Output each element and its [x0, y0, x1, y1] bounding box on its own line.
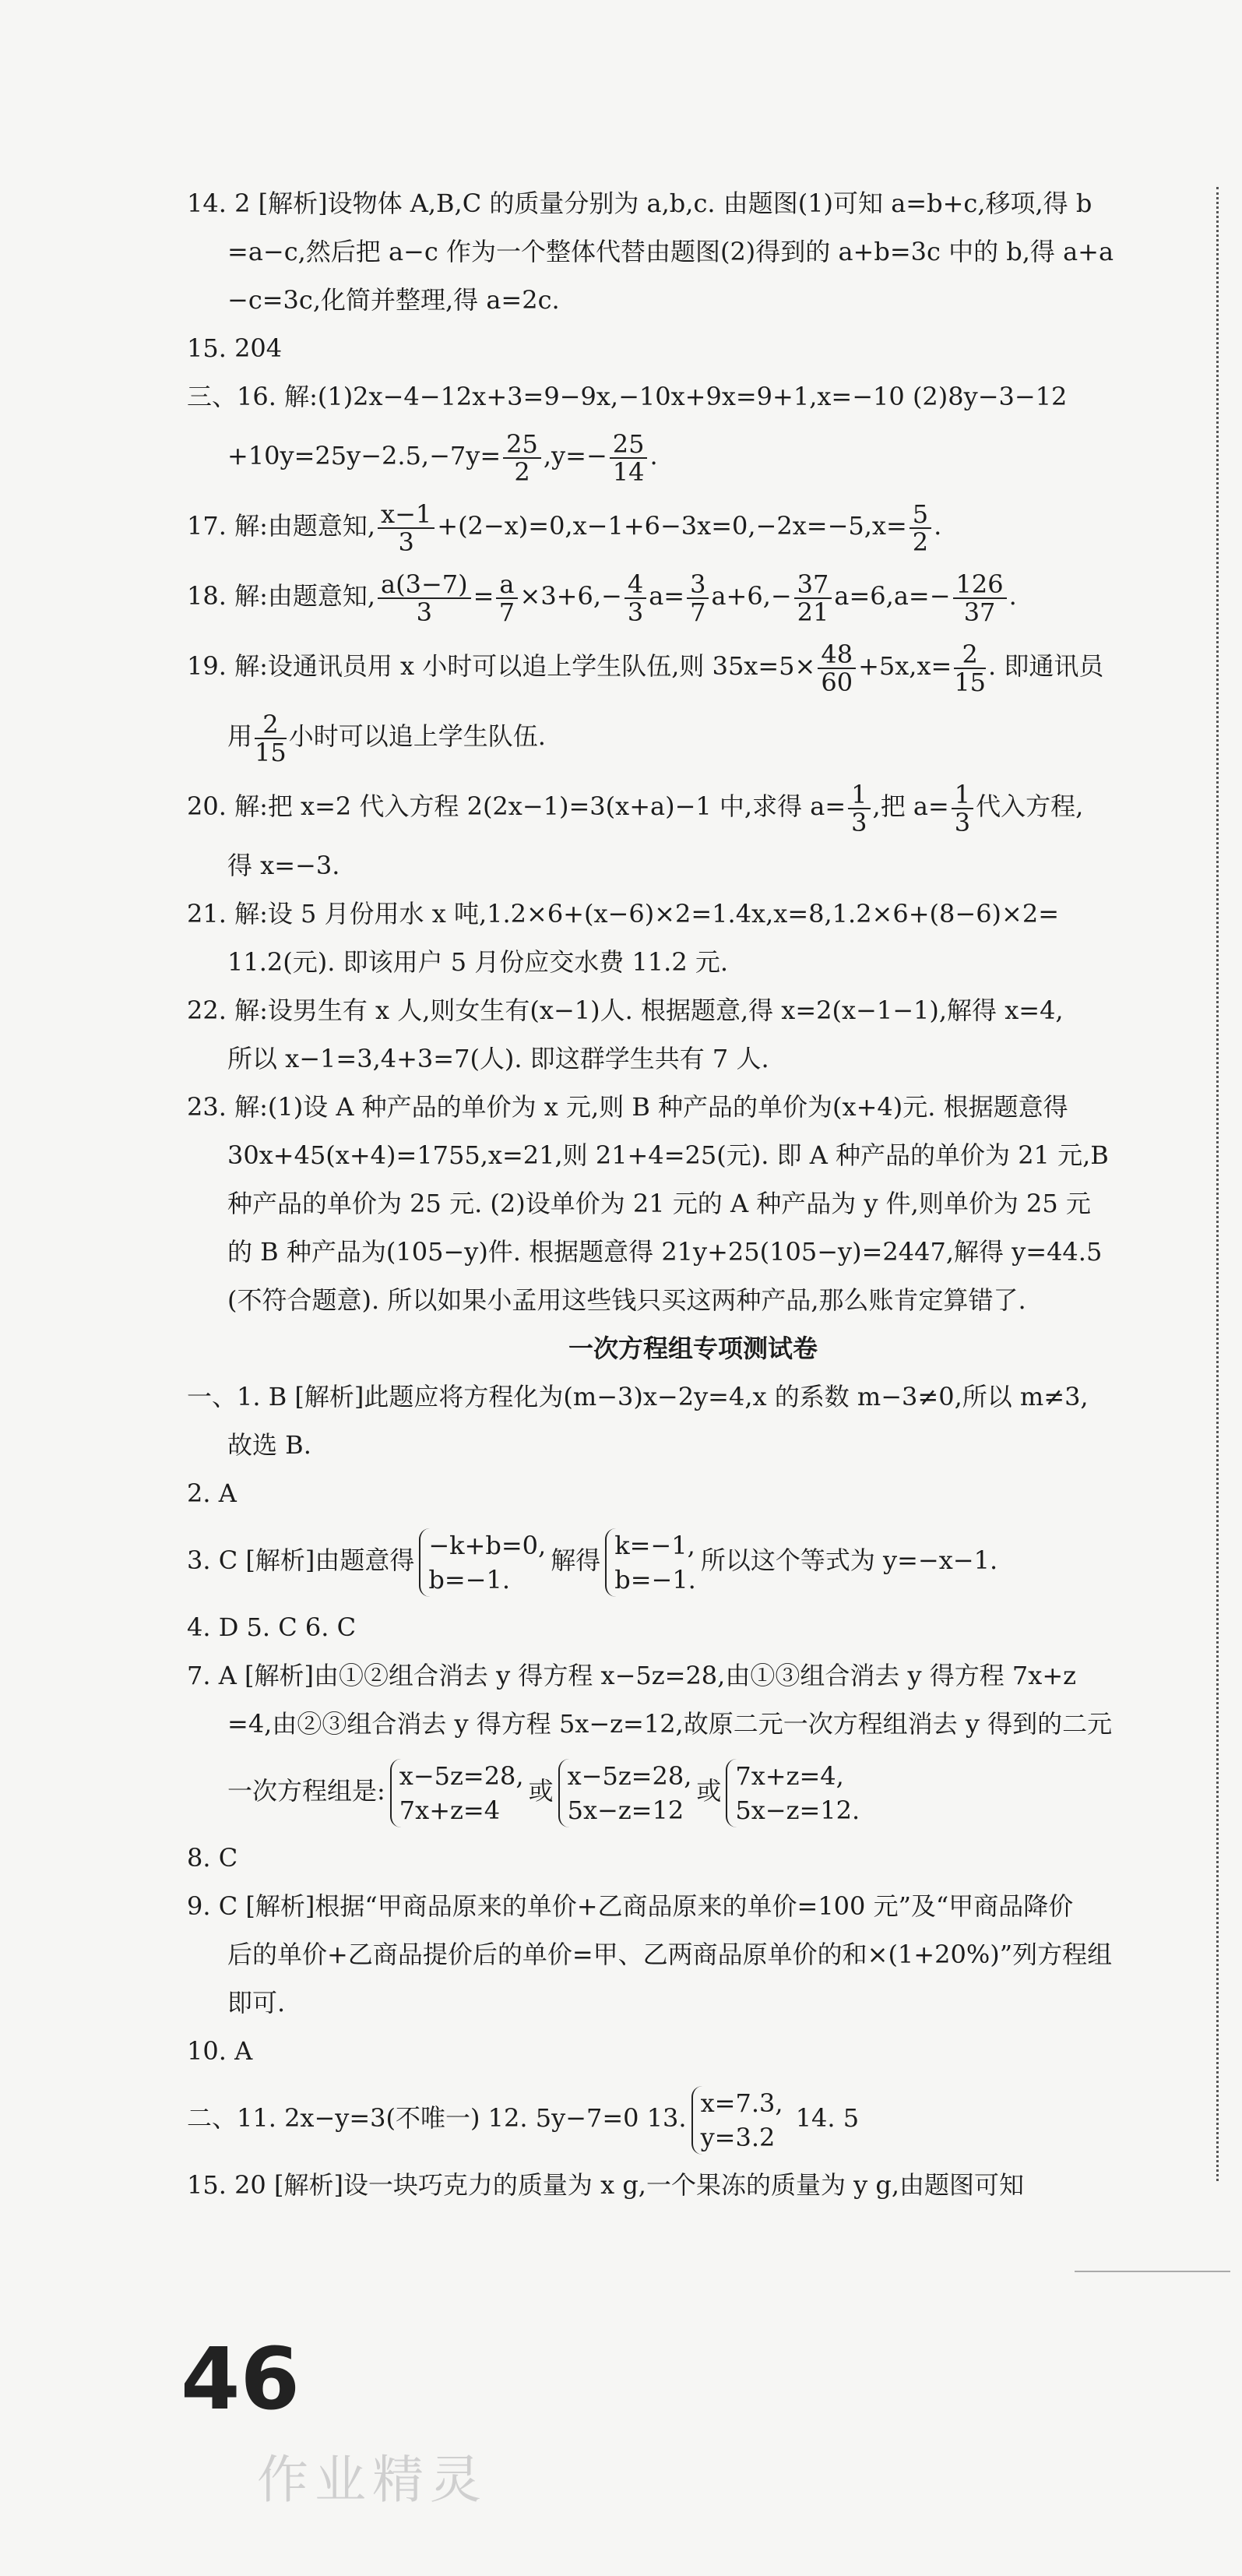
- equation-system: −k+b=0, b=−1.: [419, 1528, 546, 1597]
- answer-23-line1: 23. 解:(1)设 A 种产品的单价为 x 元,则 B 种产品的单价为(x+4)元. 根据题意得: [187, 1092, 1068, 1122]
- fraction: $\frac{1}{3}$: [848, 781, 870, 836]
- fraction: $\frac{2}{15}$: [255, 709, 287, 767]
- answer-14-line1: 14. 2 [解析]设物体 A,B,C 的质量分别为 a,b,c. 由题图(1)可知 a=b+c,移项,得 b: [187, 189, 1092, 218]
- equation-system: x=7.3, y=3.2: [691, 2086, 783, 2155]
- section-title: 一次方程组专项测试卷: [568, 1334, 818, 1363]
- answer-s11-14: 二、11. 2x−y=3(不唯一) 12. 5y−7=0 13. x=7.3, y=3.2 14. 5: [187, 2075, 1199, 2161]
- fraction: $\frac{37}{21}$: [794, 571, 832, 625]
- answer-s7-line1: 7. A [解析]由①②组合消去 y 得方程 x−5z=28,由①③组合消去 y 得方程 7x+z: [187, 1661, 1077, 1690]
- fraction: $\frac{4}{3}$: [625, 571, 646, 625]
- fraction: $\frac{x-1}{3}$: [378, 501, 435, 555]
- equation-system: k=−1, b=−1.: [605, 1528, 696, 1597]
- fraction: $\frac{126}{37}$: [953, 571, 1007, 625]
- fraction: $\frac{48}{60}$: [818, 641, 856, 696]
- equation-system: x−5z=28, 5x−z=12: [558, 1759, 692, 1827]
- equation-system: x−5z=28, 7x+z=4: [390, 1759, 524, 1827]
- answer-s2: 2. A: [187, 1478, 237, 1508]
- answer-20-line1: 20. 解:把 x=2 代入方程 2(2x−1)=3(x+a)−1 中,求得 a= $\frac{1}{3}$ ,把 a= $\frac{1}{3}$ 代入方程,: [187, 779, 1084, 837]
- answer-s9-line1: 9. C [解析]根据“甲商品原来的单价+乙商品原来的单价=100 元”及“甲商品降价: [187, 1891, 1074, 1921]
- footer-brand: 作业精灵: [257, 2450, 487, 2510]
- answer-21-line2: 11.2(元). 即该用户 5 月份应交水费 11.2 元.: [227, 947, 729, 977]
- answer-s7-line3: 一次方程组是: x−5z=28, 7x+z=4 或 x−5z=28, 5x−z=12 或 7x+z=4, 5x−z=12.: [187, 1748, 1199, 1834]
- answer-s9-line3: 即可.: [227, 1988, 286, 2017]
- answer-s8: 8. C: [187, 1843, 238, 1873]
- answer-content: [187, 179, 1199, 2209]
- answer-23-line4: 的 B 种产品为(105−y)件. 根据题意得 21y+25(105−y)=2447,解得 y=44.5: [227, 1237, 1103, 1267]
- answer-23-line3: 种产品的单价为 25 元. (2)设单价为 21 元的 A 种产品为 y 件,则单价为 25 元: [227, 1189, 1091, 1218]
- answer-22-line2: 所以 x−1=3,4+3=7(人). 即这群学生共有 7 人.: [227, 1044, 769, 1073]
- fraction: $\frac{5}{2}$: [910, 501, 931, 555]
- answer-20-line2: 得 x=−3.: [227, 851, 340, 880]
- answer-15: 15. 204: [187, 333, 283, 363]
- answer-21-line1: 21. 解:设 5 月份用水 x 吨,1.2×6+(x−6)×2=1.4x,x=8,1.2×6+(8−6)×2=: [187, 899, 1060, 929]
- fraction: $\frac{25}{14}$: [610, 431, 648, 485]
- answer-s7-line2: =4,由②③组合消去 y 得方程 5x−z=12,故原二元一次方程组消去 y 得到的二元: [227, 1709, 1113, 1739]
- answer-14-line2: =a−c,然后把 a−c 作为一个整体代替由题图(2)得到的 a+b=3c 中的 b,得 a+a: [227, 237, 1114, 266]
- fraction: $\frac{3}{7}$: [687, 571, 709, 625]
- fraction: $\frac{1}{3}$: [952, 781, 973, 836]
- answer-17: 17. 解:由题意知, $\frac{x-1}{3}$ +(2−x)=0,x−1+6−3x=0,−2x=−5,x= $\frac{5}{2}$ .: [187, 499, 942, 557]
- fraction: $\frac{2}{15}$: [954, 639, 987, 697]
- answer-s3: 3. C [解析]由题意得 −k+b=0, b=−1. 解得 k=−1, b=−1. 所以这个等式为 y=−x−1.: [187, 1517, 1199, 1603]
- answer-s15: 15. 20 [解析]设一块巧克力的质量为 x g,一个果冻的质量为 y g,由题图可知: [187, 2170, 1025, 2200]
- answer-18: 18. 解:由题意知, $\frac{a(3-7)}{3}$ = $\frac{a}{7}$ ×3+6,− $\frac{4}{3}$ a= $\frac{3}{7}$ a+6,− $\frac{37}{21}$ a=6,a=− $\frac{126}{37}$ .: [187, 569, 1017, 627]
- binding-dotted-line: [1216, 187, 1219, 2181]
- page-number: 46: [181, 2329, 301, 2429]
- fraction: $\frac{a(3-7)}{3}$: [378, 571, 471, 625]
- divider: [1075, 2271, 1230, 2272]
- fraction: $\frac{a}{7}$: [496, 571, 517, 625]
- answer-23-line2: 30x+45(x+4)=1755,x=21,则 21+4=25(元). 即 A 种产品的单价为 21 元,B: [227, 1140, 1109, 1170]
- answer-19-line1: 19. 解:设通讯员用 x 小时可以追上学生队伍,则 35x=5× $\frac{48}{60}$ +5x,x= $\frac{2}{15}$ . 即通讯员: [187, 639, 1104, 697]
- answer-s10: 10. A: [187, 2036, 253, 2066]
- answer-s4-6: 4. D 5. C 6. C: [187, 1612, 357, 1642]
- answer-s1-line2: 故选 B.: [227, 1430, 311, 1460]
- answer-19-line2: 用 $\frac{2}{15}$ 小时可以追上学生队伍.: [227, 709, 546, 767]
- answer-16-line1: 三、16. 解:(1)2x−4−12x+3=9−9x,−10x+9x=9+1,x=−10 (2)8y−3−12: [187, 382, 1068, 411]
- equation-system: 7x+z=4, 5x−z=12.: [726, 1759, 860, 1827]
- answer-s9-line2: 后的单价+乙商品提价后的单价=甲、乙两商品原单价的和×(1+20%)”列方程组: [227, 1940, 1113, 1969]
- answer-23-line5: (不符合题意). 所以如果小孟用这些钱只买这两种产品,那么账肯定算错了.: [227, 1285, 1026, 1315]
- fraction: $\frac{25}{2}$: [503, 431, 541, 485]
- answer-22-line1: 22. 解:设男生有 x 人,则女生有(x−1)人. 根据题意,得 x=2(x−1−1),解得 x=4,: [187, 996, 1064, 1025]
- answer-s1-line1: 一、1. B [解析]此题应将方程化为(m−3)x−2y=4,x 的系数 m−3≠0,所以 m≠3,: [187, 1382, 1089, 1411]
- answer-14-line3: −c=3c,化简并整理,得 a=2c.: [227, 285, 560, 315]
- answer-16-line2: +10y=25y−2.5,−7y= $\frac{25}{2}$ ,y=− $\frac{25}{14}$ .: [227, 428, 658, 487]
